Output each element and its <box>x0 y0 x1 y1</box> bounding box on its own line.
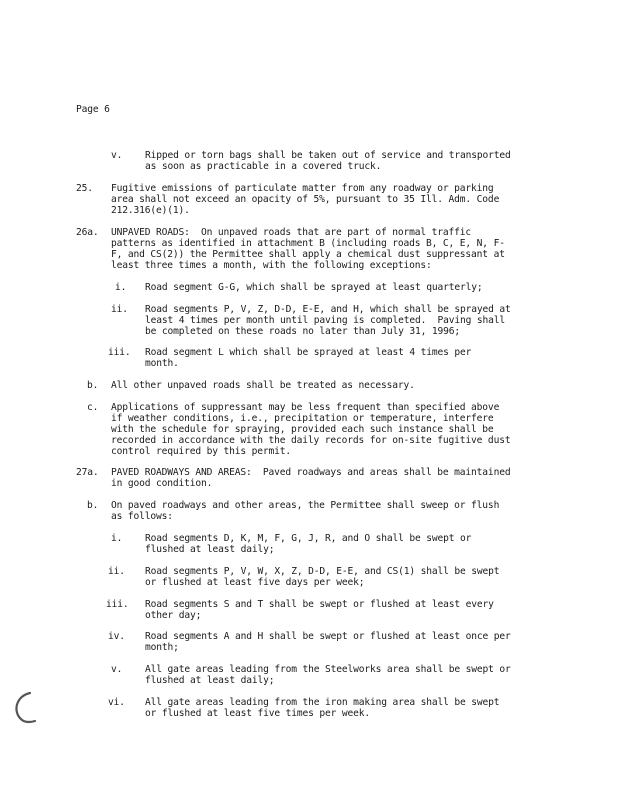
text-line: flushed at least daily; <box>145 544 275 555</box>
text-line: least 4 times per month until paving is completed. Paving shall <box>145 315 506 326</box>
text-line: All gate areas leading from the Steelworks area shall be swept or <box>145 664 511 675</box>
text-line: PAVED ROADWAYS AND AREAS: Paved roadways and areas shall be maintained <box>111 467 511 478</box>
text-line: or flushed at least five days per week; <box>145 577 365 588</box>
text-line: with the schedule for spraying, provided each such instance shall be <box>111 424 494 435</box>
text-line: flushed at least daily; <box>145 675 275 686</box>
text-line: as follows: <box>111 511 173 522</box>
item-number: 26a. <box>76 227 99 238</box>
text-line: Road segments P, V, W, X, Z, D-D, E-E, and CS(1) shall be swept <box>145 566 500 577</box>
text-line: in good condition. <box>111 478 213 489</box>
item-number: vi. <box>108 697 125 708</box>
text-line: Fugitive emissions of particulate matter from any roadway or parking <box>111 183 494 194</box>
text-line: F, and CS(2)) the Permittee shall apply a chemical dust suppressant at <box>111 249 505 260</box>
text-line: Road segments D, K, M, F, G, J, R, and O shall be swept or <box>145 533 472 544</box>
item-number: c. <box>87 402 99 413</box>
text-line: as soon as practicable in a covered truck. <box>145 161 382 172</box>
text-line: Road segments A and H shall be swept or flushed at least once per <box>145 631 511 642</box>
text-line: other day; <box>145 610 202 621</box>
item-number: ii. <box>111 304 128 315</box>
text-line: Road segment L which shall be sprayed at least 4 times per <box>145 347 472 358</box>
item-number: v. <box>111 150 123 161</box>
item-number: i. <box>111 533 123 544</box>
scan-punch-hole-mark <box>8 690 38 724</box>
text-line: be completed on these roads no later than July 31, 1996; <box>145 326 461 337</box>
text-line: Road segments S and T shall be swept or flushed at least every <box>145 599 494 610</box>
item-number: iii. <box>106 599 129 610</box>
text-line: Road segments P, V, Z, D-D, E-E, and H, which shall be sprayed at <box>145 304 511 315</box>
text-line: On paved roadways and other areas, the Permittee shall sweep or flush <box>111 500 500 511</box>
text-line: Applications of suppressant may be less frequent than specified above <box>111 402 500 413</box>
text-line: control required by this permit. <box>111 446 292 457</box>
text-line: month; <box>145 642 179 653</box>
text-line: All gate areas leading from the iron making area shall be swept <box>145 697 500 708</box>
text-line: or flushed at least five times per week. <box>145 708 371 719</box>
item-number: i. <box>115 282 127 293</box>
text-line: UNPAVED ROADS: On unpaved roads that are part of normal traffic <box>111 227 472 238</box>
text-line: patterns as identified in attachment B (including roads B, C, E, N, F- <box>111 238 505 249</box>
item-number: b. <box>87 500 99 511</box>
text-line: area shall not exceed an opacity of 5%, pursuant to 35 Ill. Adm. Code <box>111 194 500 205</box>
text-line: 212.316(e)(1). <box>111 205 190 216</box>
page-number: Page 6 <box>76 104 110 115</box>
text-line: if weather conditions, i.e., precipitation or temperature, interfere <box>111 413 494 424</box>
item-number: iv. <box>108 631 125 642</box>
text-line: Ripped or torn bags shall be taken out of service and transported <box>145 150 511 161</box>
item-number: 27a. <box>76 467 99 478</box>
text-line: Road segment G-G, which shall be sprayed at least quarterly; <box>145 282 483 293</box>
text-line: least three times a month, with the following exceptions: <box>111 260 432 271</box>
item-number: b. <box>87 380 99 391</box>
text-line: month. <box>145 358 179 369</box>
text-line: All other unpaved roads shall be treated as necessary. <box>111 380 415 391</box>
item-number: iii. <box>108 347 131 358</box>
text-line: recorded in accordance with the daily records for on-site fugitive dust <box>111 435 511 446</box>
item-number: v. <box>111 664 123 675</box>
item-number: 25. <box>76 183 93 194</box>
item-number: ii. <box>108 566 125 577</box>
